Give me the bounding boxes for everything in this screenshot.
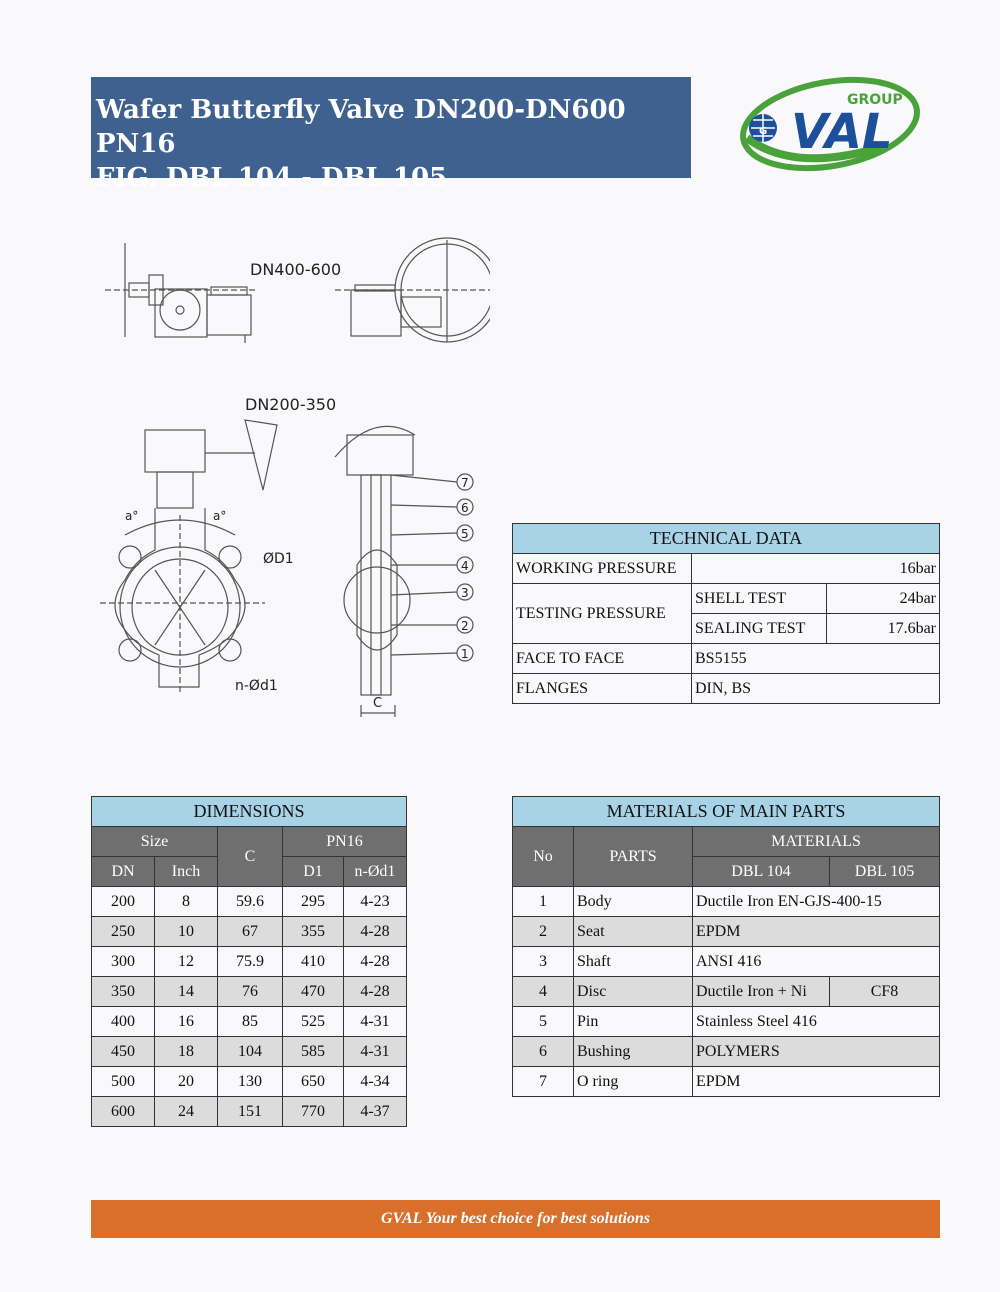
table-cell: 5 (513, 1007, 574, 1037)
logo-brand-text: VAL (791, 104, 893, 160)
logo-letter-g: G (759, 126, 768, 137)
table-cell: 300 (92, 947, 155, 977)
table-cell: 18 (155, 1037, 218, 1067)
table-cell: 200 (92, 887, 155, 917)
table-row (513, 917, 940, 947)
angle-label-left: a° (125, 509, 139, 523)
table-cell: 2 (513, 917, 574, 947)
inch-header: Inch (155, 857, 218, 887)
table-cell: O ring (574, 1067, 693, 1097)
dbl105-header: DBL 105 (830, 857, 940, 887)
table-row (92, 1037, 407, 1067)
table-cell: Pin (574, 1007, 693, 1037)
title-line-2: FIG. DBL 104 - DBL 105 (96, 163, 448, 193)
technical-data-table (512, 523, 940, 704)
nd1-header: n-Ød1 (344, 857, 407, 887)
table-row (513, 887, 940, 917)
callout-number: 1 (461, 647, 469, 661)
table-cell: 6 (513, 1037, 574, 1067)
table-cell: Body (574, 887, 693, 917)
callout-number: 2 (461, 619, 469, 633)
table-cell: Shaft (574, 947, 693, 977)
working-pressure-label: WORKING PRESSURE (513, 554, 692, 584)
face-to-face-label: FACE TO FACE (513, 644, 692, 674)
handwheel-front-view (335, 238, 490, 342)
dn-header: DN (92, 857, 155, 887)
materials-caption: MATERIALS OF MAIN PARTS (513, 797, 940, 827)
dim-c-label: C (373, 696, 383, 711)
table-cell: 4-34 (344, 1067, 407, 1097)
table-cell: Ductile Iron + Ni (693, 977, 830, 1007)
c-header: C (218, 827, 283, 887)
callout-leader (391, 653, 457, 655)
part-callouts (391, 474, 473, 661)
table-row (92, 977, 407, 1007)
page-title (91, 77, 691, 193)
table-cell: 4-28 (344, 947, 407, 977)
table-row (92, 1067, 407, 1097)
table-cell: 24 (155, 1097, 218, 1127)
table-cell: 410 (283, 947, 344, 977)
callout-number: 7 (461, 476, 469, 490)
callout-leader (391, 533, 457, 535)
materials-header: MATERIALS (693, 827, 940, 857)
table-cell: 500 (92, 1067, 155, 1097)
table-cell: 10 (155, 917, 218, 947)
table-cell: CF8 (830, 977, 940, 1007)
table-cell: 350 (92, 977, 155, 1007)
callout-leader (391, 505, 457, 507)
table-cell: 355 (283, 917, 344, 947)
logo-group-text: GROUP (847, 92, 903, 108)
size-header: Size (92, 827, 218, 857)
table-cell: 8 (155, 887, 218, 917)
table-cell: Stainless Steel 416 (693, 1007, 940, 1037)
gearbox-side-view (105, 243, 255, 343)
table-cell: Bushing (574, 1037, 693, 1067)
technical-caption: TECHNICAL DATA (513, 524, 940, 554)
table-row (92, 1097, 407, 1127)
table-row (92, 1007, 407, 1037)
table-cell: 16 (155, 1007, 218, 1037)
pn16-header: PN16 (283, 827, 407, 857)
table-cell: 450 (92, 1037, 155, 1067)
table-cell: 1 (513, 887, 574, 917)
table-cell: 104 (218, 1037, 283, 1067)
table-row (92, 947, 407, 977)
table-cell: 85 (218, 1007, 283, 1037)
valve-section-view (335, 426, 415, 717)
testing-pressure-label: TESTING PRESSURE (513, 584, 692, 644)
face-to-face-value: BS5155 (692, 644, 940, 674)
callout-number: 6 (461, 501, 469, 515)
table-cell: 75.9 (218, 947, 283, 977)
table-cell: 14 (155, 977, 218, 1007)
table-cell: POLYMERS (693, 1037, 940, 1067)
callout-number: 5 (461, 527, 469, 541)
callout-number: 4 (461, 559, 469, 573)
callout-leader (391, 592, 457, 595)
table-cell: 20 (155, 1067, 218, 1097)
table-cell: 600 (92, 1097, 155, 1127)
shell-test-label: SHELL TEST (692, 584, 827, 614)
table-cell: 250 (92, 917, 155, 947)
title-line-1: Wafer Butterfly Valve DN200-DN600 PN16 (96, 95, 626, 159)
shell-test-value: 24bar (827, 584, 940, 614)
table-cell: 4-31 (344, 1007, 407, 1037)
table-cell: 4-28 (344, 977, 407, 1007)
table-cell: 76 (218, 977, 283, 1007)
parts-header: PARTS (574, 827, 693, 887)
table-cell: 151 (218, 1097, 283, 1127)
dimensions-table (91, 796, 407, 1127)
table-cell: 4-28 (344, 917, 407, 947)
dbl104-header: DBL 104 (693, 857, 830, 887)
table-cell: 4-31 (344, 1037, 407, 1067)
label-dn400-600: DN400-600 (250, 260, 342, 279)
table-cell: 585 (283, 1037, 344, 1067)
table-cell: 12 (155, 947, 218, 977)
table-cell: EPDM (693, 917, 940, 947)
table-cell: Disc (574, 977, 693, 1007)
table-cell: EPDM (693, 1067, 940, 1097)
table-row (513, 1067, 940, 1097)
materials-table (512, 796, 940, 1097)
table-cell: 59.6 (218, 887, 283, 917)
table-cell: 4-37 (344, 1097, 407, 1127)
footer-banner: GVAL Your best choice for best solutions (91, 1200, 940, 1238)
table-row (92, 917, 407, 947)
no-header: No (513, 827, 574, 887)
dim-nd1-label: n-Ød1 (235, 678, 278, 694)
table-cell: 650 (283, 1067, 344, 1097)
d1-header: D1 (283, 857, 344, 887)
valve-front-view (100, 420, 277, 695)
table-cell: 4 (513, 977, 574, 1007)
table-cell: 7 (513, 1067, 574, 1097)
sealing-test-label: SEALING TEST (692, 614, 827, 644)
table-cell: 130 (218, 1067, 283, 1097)
table-row (513, 977, 940, 1007)
table-cell: 67 (218, 917, 283, 947)
angle-label-right: a° (213, 509, 227, 523)
valve-drawing (95, 235, 490, 725)
table-cell: 3 (513, 947, 574, 977)
table-cell: 470 (283, 977, 344, 1007)
table-cell: Seat (574, 917, 693, 947)
sealing-test-value: 17.6bar (827, 614, 940, 644)
flanges-value: DIN, BS (692, 674, 940, 704)
table-cell: 525 (283, 1007, 344, 1037)
table-row (513, 1007, 940, 1037)
table-cell: ANSI 416 (693, 947, 940, 977)
gval-logo (735, 76, 925, 176)
working-pressure-value: 16bar (692, 554, 940, 584)
table-row (513, 947, 940, 977)
table-cell: 295 (283, 887, 344, 917)
table-cell: Ductile Iron EN-GJS-400-15 (693, 887, 940, 917)
callout-leader (391, 475, 457, 482)
flanges-label: FLANGES (513, 674, 692, 704)
table-cell: 4-23 (344, 887, 407, 917)
dimensions-caption: DIMENSIONS (92, 797, 407, 827)
table-row (92, 887, 407, 917)
table-row (513, 1037, 940, 1067)
table-cell: 400 (92, 1007, 155, 1037)
dim-d1-label: ØD1 (263, 551, 294, 567)
label-dn200-350: DN200-350 (245, 395, 337, 414)
callout-number: 3 (461, 586, 469, 600)
table-cell: 770 (283, 1097, 344, 1127)
